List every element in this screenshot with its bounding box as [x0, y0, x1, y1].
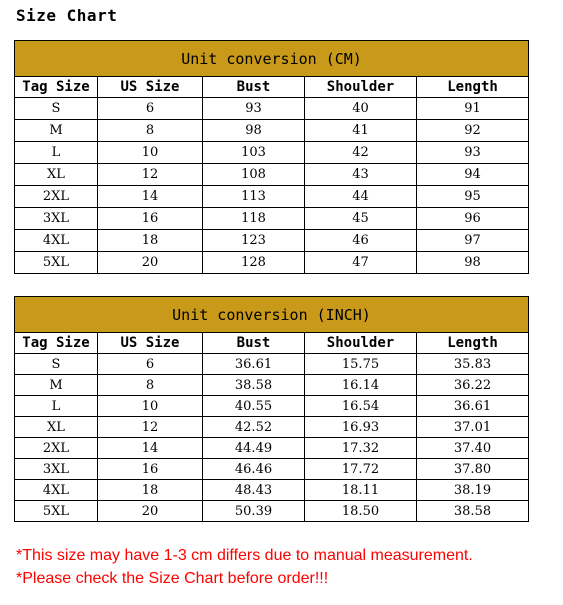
table-cell: 41	[305, 120, 417, 142]
table-caption: Unit conversion (INCH)	[15, 297, 529, 333]
table-row	[15, 417, 529, 438]
table-cell: 6	[98, 98, 203, 120]
table-row	[15, 438, 529, 459]
column-header-bust: Bust	[203, 333, 305, 354]
table-cell: 46.46	[203, 459, 305, 480]
table-caption: Unit conversion (CM)	[15, 41, 529, 77]
table-cell: 4XL	[15, 480, 98, 501]
table-row	[15, 186, 529, 208]
table-row	[15, 501, 529, 522]
table-cell: 6	[98, 354, 203, 375]
page-title: Size Chart	[16, 6, 118, 25]
table-cell: 46	[305, 230, 417, 252]
table-cell: 14	[98, 438, 203, 459]
table-cell: 38.58	[203, 375, 305, 396]
table-cell: 8	[98, 120, 203, 142]
table-cell: 10	[98, 396, 203, 417]
table-cell: 95	[417, 186, 529, 208]
table-row	[15, 354, 529, 375]
table-row	[15, 230, 529, 252]
table-cell: 5XL	[15, 501, 98, 522]
table-cell: 40.55	[203, 396, 305, 417]
table-cell: 44	[305, 186, 417, 208]
table-cell: 128	[203, 252, 305, 274]
table-cell: 20	[98, 252, 203, 274]
table-cell: 48.43	[203, 480, 305, 501]
table-cell: 37.40	[417, 438, 529, 459]
table-cell: 18.50	[305, 501, 417, 522]
table-cell: 118	[203, 208, 305, 230]
size-table-cm	[14, 40, 529, 274]
table-row	[15, 459, 529, 480]
table-cell: 16.14	[305, 375, 417, 396]
table-cell: 10	[98, 142, 203, 164]
table-cell: L	[15, 396, 98, 417]
table-cell: 3XL	[15, 459, 98, 480]
column-header-us-size: US Size	[98, 77, 203, 98]
table-cell: 38.19	[417, 480, 529, 501]
table-cell: 37.80	[417, 459, 529, 480]
table-row	[15, 164, 529, 186]
table-cell: 8	[98, 375, 203, 396]
table-cell: L	[15, 142, 98, 164]
table-cell: 16	[98, 459, 203, 480]
column-header-length: Length	[417, 77, 529, 98]
table-body	[15, 98, 529, 274]
table-cell: S	[15, 354, 98, 375]
table-cell: 12	[98, 417, 203, 438]
table-cell: 14	[98, 186, 203, 208]
table-cell: 98	[417, 252, 529, 274]
column-header-length: Length	[417, 333, 529, 354]
table-row	[15, 208, 529, 230]
table-cell: 18	[98, 480, 203, 501]
table-cell: 113	[203, 186, 305, 208]
table-cell: M	[15, 120, 98, 142]
table-row	[15, 120, 529, 142]
table-cell: 98	[203, 120, 305, 142]
table-cell: 93	[417, 142, 529, 164]
table-cell: 103	[203, 142, 305, 164]
table-cell: 97	[417, 230, 529, 252]
table-cell: 17.32	[305, 438, 417, 459]
table-cell: 38.58	[417, 501, 529, 522]
table-cell: 36.61	[203, 354, 305, 375]
column-header-us-size: US Size	[98, 333, 203, 354]
table-cell: 17.72	[305, 459, 417, 480]
table-row	[15, 252, 529, 274]
table-cell: 2XL	[15, 186, 98, 208]
table-cell: 12	[98, 164, 203, 186]
table-row	[15, 480, 529, 501]
table-cell: 16.54	[305, 396, 417, 417]
table-cell: M	[15, 375, 98, 396]
table-cell: 3XL	[15, 208, 98, 230]
table-cell: 4XL	[15, 230, 98, 252]
notes	[16, 544, 473, 590]
table-row	[15, 396, 529, 417]
table-cell: 45	[305, 208, 417, 230]
column-header-shoulder: Shoulder	[305, 77, 417, 98]
table-cell: S	[15, 98, 98, 120]
table-cell: 92	[417, 120, 529, 142]
table-cell: 36.22	[417, 375, 529, 396]
table-cell: 42.52	[203, 417, 305, 438]
table-cell: XL	[15, 417, 98, 438]
table-cell: 20	[98, 501, 203, 522]
table-cell: 15.75	[305, 354, 417, 375]
table-body	[15, 354, 529, 522]
table-cell: 47	[305, 252, 417, 274]
table-cell: 43	[305, 164, 417, 186]
size-table-inch	[14, 296, 529, 522]
column-header-bust: Bust	[203, 77, 305, 98]
table-cell: 96	[417, 208, 529, 230]
table-cell: 2XL	[15, 438, 98, 459]
table-row	[15, 142, 529, 164]
table-cell: 123	[203, 230, 305, 252]
table-row	[15, 98, 529, 120]
table-cell: 94	[417, 164, 529, 186]
table-cell: 16.93	[305, 417, 417, 438]
table-row	[15, 375, 529, 396]
column-header-tag-size: Tag Size	[15, 333, 98, 354]
table-cell: 36.61	[417, 396, 529, 417]
note-check-chart: *Please check the Size Chart before order!!!	[16, 570, 329, 587]
table-cell: 42	[305, 142, 417, 164]
table-cell: 16	[98, 208, 203, 230]
table-cell: 40	[305, 98, 417, 120]
table-cell: 18.11	[305, 480, 417, 501]
table-cell: 37.01	[417, 417, 529, 438]
table-cell: XL	[15, 164, 98, 186]
table-cell: 50.39	[203, 501, 305, 522]
column-header-shoulder: Shoulder	[305, 333, 417, 354]
column-header-tag-size: Tag Size	[15, 77, 98, 98]
table-cell: 44.49	[203, 438, 305, 459]
table-cell: 108	[203, 164, 305, 186]
table-cell: 91	[417, 98, 529, 120]
table-cell: 93	[203, 98, 305, 120]
table-cell: 5XL	[15, 252, 98, 274]
table-cell: 35.83	[417, 354, 529, 375]
note-measurement: *This size may have 1-3 cm differs due to manual measurement.	[16, 547, 473, 564]
table-cell: 18	[98, 230, 203, 252]
